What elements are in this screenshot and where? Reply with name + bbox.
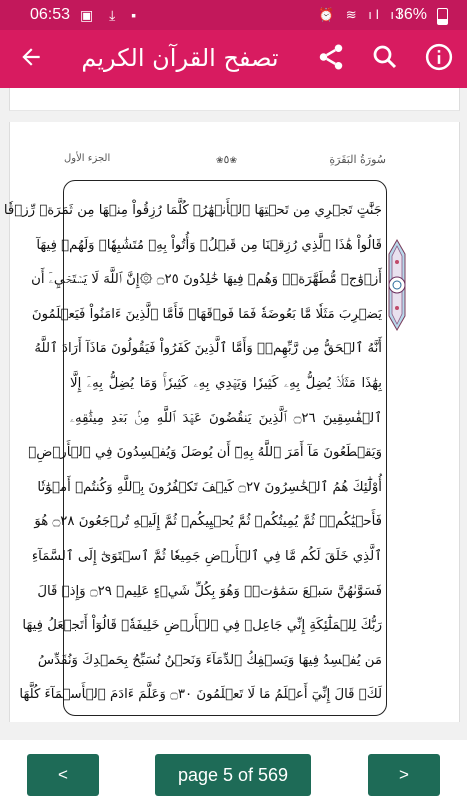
verse-line: جَنَّٰتٍ تَجۡرِي مِن تَحۡتِهَا ٱلۡأَنۡهَٰرُۖ كُلَّمَا رُزِقُواْ مِنۡهَا مِن ثَمَرَةٖ رِّزۡقٗا [3, 203, 382, 218]
verse-line: أَنَّهُ ٱلۡحَقُّ مِن رَّبِّهِمۡۖ وَأَمَّا ٱلَّذِينَ كَفَرُواْ فَيَقُولُونَ مَاذَآ أَرَادَ ٱللَّهُ [34, 341, 382, 357]
verse-line: لَكَۖ قَالَ إِنِّيٓ أَعۡلَمُ مَا لَا تَعۡلَمُونَ ۝٣٠ وَعَلَّمَ ءَادَمَ ٱلۡأَسۡمَآءَ كُلَّهَا [19, 687, 382, 703]
verse-line: رَبُّكَ لِلۡمَلَٰٓئِكَةِ إِنِّي جَاعِلٞ فِي ٱلۡأَرۡضِ خَلِيفَةٗۖ قَالُوٓاْ أَتَجۡعَلُ فِيهَا [22, 618, 382, 634]
verse-line: فَأَحۡيَٰكُمۡۖ ثُمَّ يُمِيتُكُمۡ ثُمَّ يُحۡيِيكُمۡ ثُمَّ إِلَيۡهِ تُرۡجَعُونَ ۝٢٨ هُوَ [34, 514, 382, 530]
verse-line: أُوْلَٰٓئِكَ هُمُ ٱلۡخَٰسِرُونَ ۝٢٧ كَيۡفَ تَكۡفُرُونَ بِٱللَّهِ وَكُنتُمۡ أَمۡوَٰتٗا [37, 479, 382, 495]
next-page-button[interactable]: > [368, 754, 440, 796]
info-icon[interactable] [424, 42, 454, 72]
verse-text[interactable] [3, 194, 382, 713]
page-header [64, 153, 386, 175]
search-icon[interactable] [370, 42, 400, 72]
page-number-ornament: ❀٥❀ [216, 153, 238, 166]
page-indicator-button[interactable]: page 5 of 569 [155, 754, 311, 796]
status-bar [0, 0, 467, 30]
notification-icons: ▣ ⤓ ▪ [80, 7, 143, 23]
surah-name: سُورَةُ البَقَرَةِ [329, 153, 386, 166]
verse-line: بِهَٰذَا مَثَلٗاۘ يُضِلُّ بِهِۦ كَثِيرٗا وَيَهۡدِي بِهِۦ كَثِيرٗاۚ وَمَا يُضِلُّ بِهِۦٓ إِلَّا [70, 375, 382, 391]
page-number: ٥ [223, 153, 230, 166]
hizb-marker-icon [385, 240, 409, 330]
system-icons: ⏰ ≋ ıl ıl [318, 7, 405, 22]
verse-line: وَيَقۡطَعُونَ مَآ أَمَرَ ٱللَّهُ بِهِۦٓ أَن يُوصَلَ وَيُفۡسِدُونَ فِي ٱلۡأَرۡضِۚ [28, 445, 382, 461]
battery-icon [437, 8, 448, 25]
verse-line: قَالُواْ هَٰذَا ٱلَّذِي رُزِقۡنَا مِن قَبۡلُۖ وَأُتُواْ بِهِۦ مُتَشَٰبِهٗاۖ وَلَهُمۡ فِيهَآ [36, 237, 382, 253]
back-arrow-icon[interactable] [18, 44, 44, 77]
verse-line: أَزۡوَٰجٞ مُّطَهَّرَةٞۖ وَهُمۡ فِيهَا خَٰلِدُونَ ۝٢٥ ۞إِنَّ ٱللَّهَ لَا يَسۡتَحۡيِۦٓ أَن [31, 272, 382, 288]
verse-line: فَسَوَّىٰهُنَّ سَبۡعَ سَمَٰوَٰتٖۚ وَهُوَ بِكُلِّ شَيۡءٍ عَلِيمٞ ۝٢٩ وَإِذۡ قَالَ [37, 583, 382, 599]
previous-page-edge [9, 88, 460, 111]
app-bar [0, 30, 467, 88]
verse-line: ٱلَّذِي خَلَقَ لَكُم مَّا فِي ٱلۡأَرۡضِ جَمِيعٗا ثُمَّ ٱسۡتَوَىٰٓ إِلَى ٱلسَّمَآءِ [31, 548, 382, 564]
juz-label: الجزء الأول [64, 153, 111, 164]
verse-line: ٱلۡفَٰسِقِينَ ۝٢٦ ٱلَّذِينَ يَنقُضُونَ عَهۡدَ ٱللَّهِ مِنۢ بَعۡدِ مِيثَٰقِهِۦ [70, 410, 382, 426]
share-icon[interactable] [316, 42, 346, 72]
app-title: تصفح القرآن الكريم [81, 44, 279, 72]
verse-line: يَضۡرِبَ مَثَلٗا مَّا بَعُوضَةٗ فَمَا فَوۡقَهَاۚ فَأَمَّا ٱلَّذِينَ ءَامَنُواْ فَيَعۡلَمُونَ [31, 306, 382, 322]
prev-page-button[interactable]: < [27, 754, 99, 796]
battery-level: 36% [395, 6, 428, 23]
status-time: 06:53 [30, 6, 71, 23]
verse-line: مَن يُفۡسِدُ فِيهَا وَيَسۡفِكُ ٱلدِّمَآءَ وَنَحۡنُ نُسَبِّحُ بِحَمۡدِكَ وَنُقَدِّسُ [37, 652, 382, 668]
